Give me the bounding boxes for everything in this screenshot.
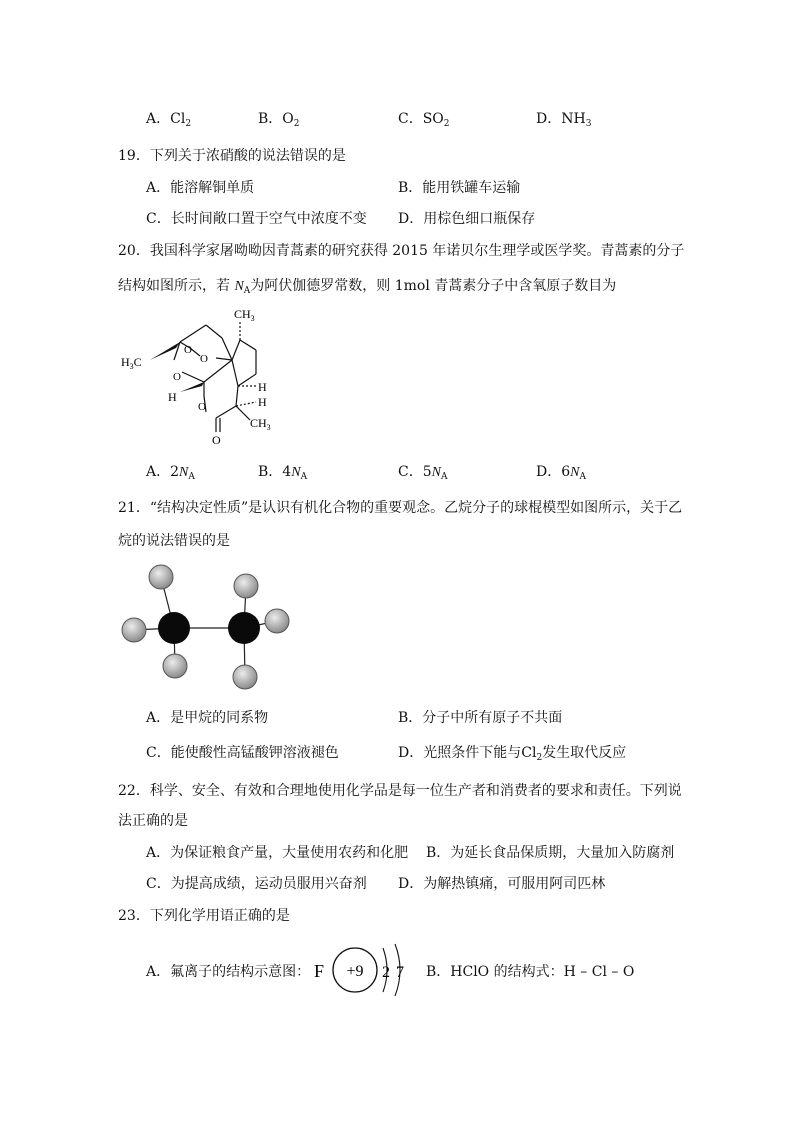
- q21-option-d: D．光照条件下能与$Cl_2$发生取代反应: [398, 745, 627, 763]
- hydrogen-atom: [265, 609, 289, 633]
- q19-option-b: B．能用铁罐车运输: [398, 180, 521, 196]
- o5-label: O: [212, 433, 221, 447]
- q20-stem-line2: 结构如图所示，若 $N_A$为阿伏伽德罗常数，则 1mol 青蒿素分子中含氧原子数目为: [118, 278, 617, 296]
- ch3-top-label: $CH_3$: [234, 307, 255, 323]
- o3-label: O: [173, 371, 181, 383]
- nucleus-charge: +9: [346, 963, 364, 980]
- element-symbol: F: [314, 961, 325, 981]
- q19-option-d: D．用棕色细口瓶保存: [398, 211, 536, 227]
- q23-option-a: A．氟离子的结构示意图：: [146, 964, 311, 980]
- carbon-atom: [158, 612, 190, 644]
- artemisinin-structure: [116, 300, 316, 450]
- q20-option-b: B．$4N_A$: [258, 464, 308, 482]
- q21-stem-line2: 烷的说法错误的是: [118, 533, 230, 549]
- fluoride-ion-diagram: [310, 940, 415, 1000]
- q23-option-b: B．HClO 的结构式：H – Cl – O: [426, 964, 635, 980]
- q18-option-a: A．$Cl_2$: [146, 111, 192, 129]
- q22-stem-line2: 法正确的是: [118, 813, 188, 829]
- q19-stem: 19．下列关于浓硝酸的说法错误的是: [118, 148, 346, 164]
- o4-label: O: [198, 401, 206, 413]
- h3c-label: $H_3C$: [121, 355, 142, 371]
- q19-option-a: A．能溶解铜单质: [146, 180, 255, 196]
- hydrogen-atom: [163, 654, 187, 678]
- carbon-atom: [228, 612, 260, 644]
- shell1-electrons: 2: [382, 964, 390, 981]
- h-left-label: H: [168, 390, 177, 404]
- q21-option-b: B．分子中所有原子不共面: [398, 710, 563, 726]
- hydrogen-atom: [149, 565, 173, 589]
- q20-stem-line1: 20．我国科学家屠呦呦因青蒿素的研究获得 2015 年诺贝尔生理学或医学奖。青蒿素的分子: [118, 243, 685, 259]
- o1-label: O: [184, 344, 192, 356]
- q20-option-d: D．$6N_A$: [536, 464, 586, 482]
- q20-option-c: C．$5N_A$: [398, 464, 448, 482]
- h2-label: H: [258, 395, 267, 409]
- o2-label: O: [200, 353, 208, 365]
- q22-option-b: B．为延长食品保质期，大量加入防腐剂: [426, 845, 675, 861]
- q22-option-a: A．为保证粮食产量，大量使用农药和化肥: [146, 845, 409, 861]
- q20-option-a: A．$2N_A$: [146, 464, 195, 482]
- q23-stem: 23．下列化学用语正确的是: [118, 908, 290, 924]
- q21-option-a: A．是甲烷的同系物: [146, 710, 269, 726]
- q21-stem-line1: 21．“结构决定性质”是认识有机化合物的重要观念。乙烷分子的球棍模型如图所示，关于乙: [118, 500, 683, 516]
- ch3-right-label: $CH_3$: [250, 416, 271, 432]
- q18-option-d: D．$NH_3$: [536, 111, 592, 129]
- q18-option-c: C．$SO_2$: [398, 111, 450, 129]
- hydrogen-atom: [233, 665, 257, 689]
- shell2-electrons: 7: [396, 964, 404, 981]
- q19-option-c: C．长时间敞口置于空气中浓度不变: [146, 211, 367, 227]
- q22-option-d: D．为解热镇痛，可服用阿司匹林: [398, 876, 606, 892]
- q18-option-b: B．$O_2$: [258, 111, 300, 129]
- hydrogen-atom: [234, 574, 258, 598]
- q22-option-c: C．为提高成绩，运动员服用兴奋剂: [146, 876, 367, 892]
- h1-label: H: [258, 380, 267, 394]
- ethane-ball-stick-model: [116, 558, 296, 693]
- hydrogen-atom: [122, 618, 146, 642]
- q21-option-c: C．能使酸性高锰酸钾溶液褪色: [146, 745, 339, 761]
- q22-stem-line1: 22．科学、安全、有效和合理地使用化学品是每一位生产者和消费者的要求和责任。下列说: [118, 783, 682, 799]
